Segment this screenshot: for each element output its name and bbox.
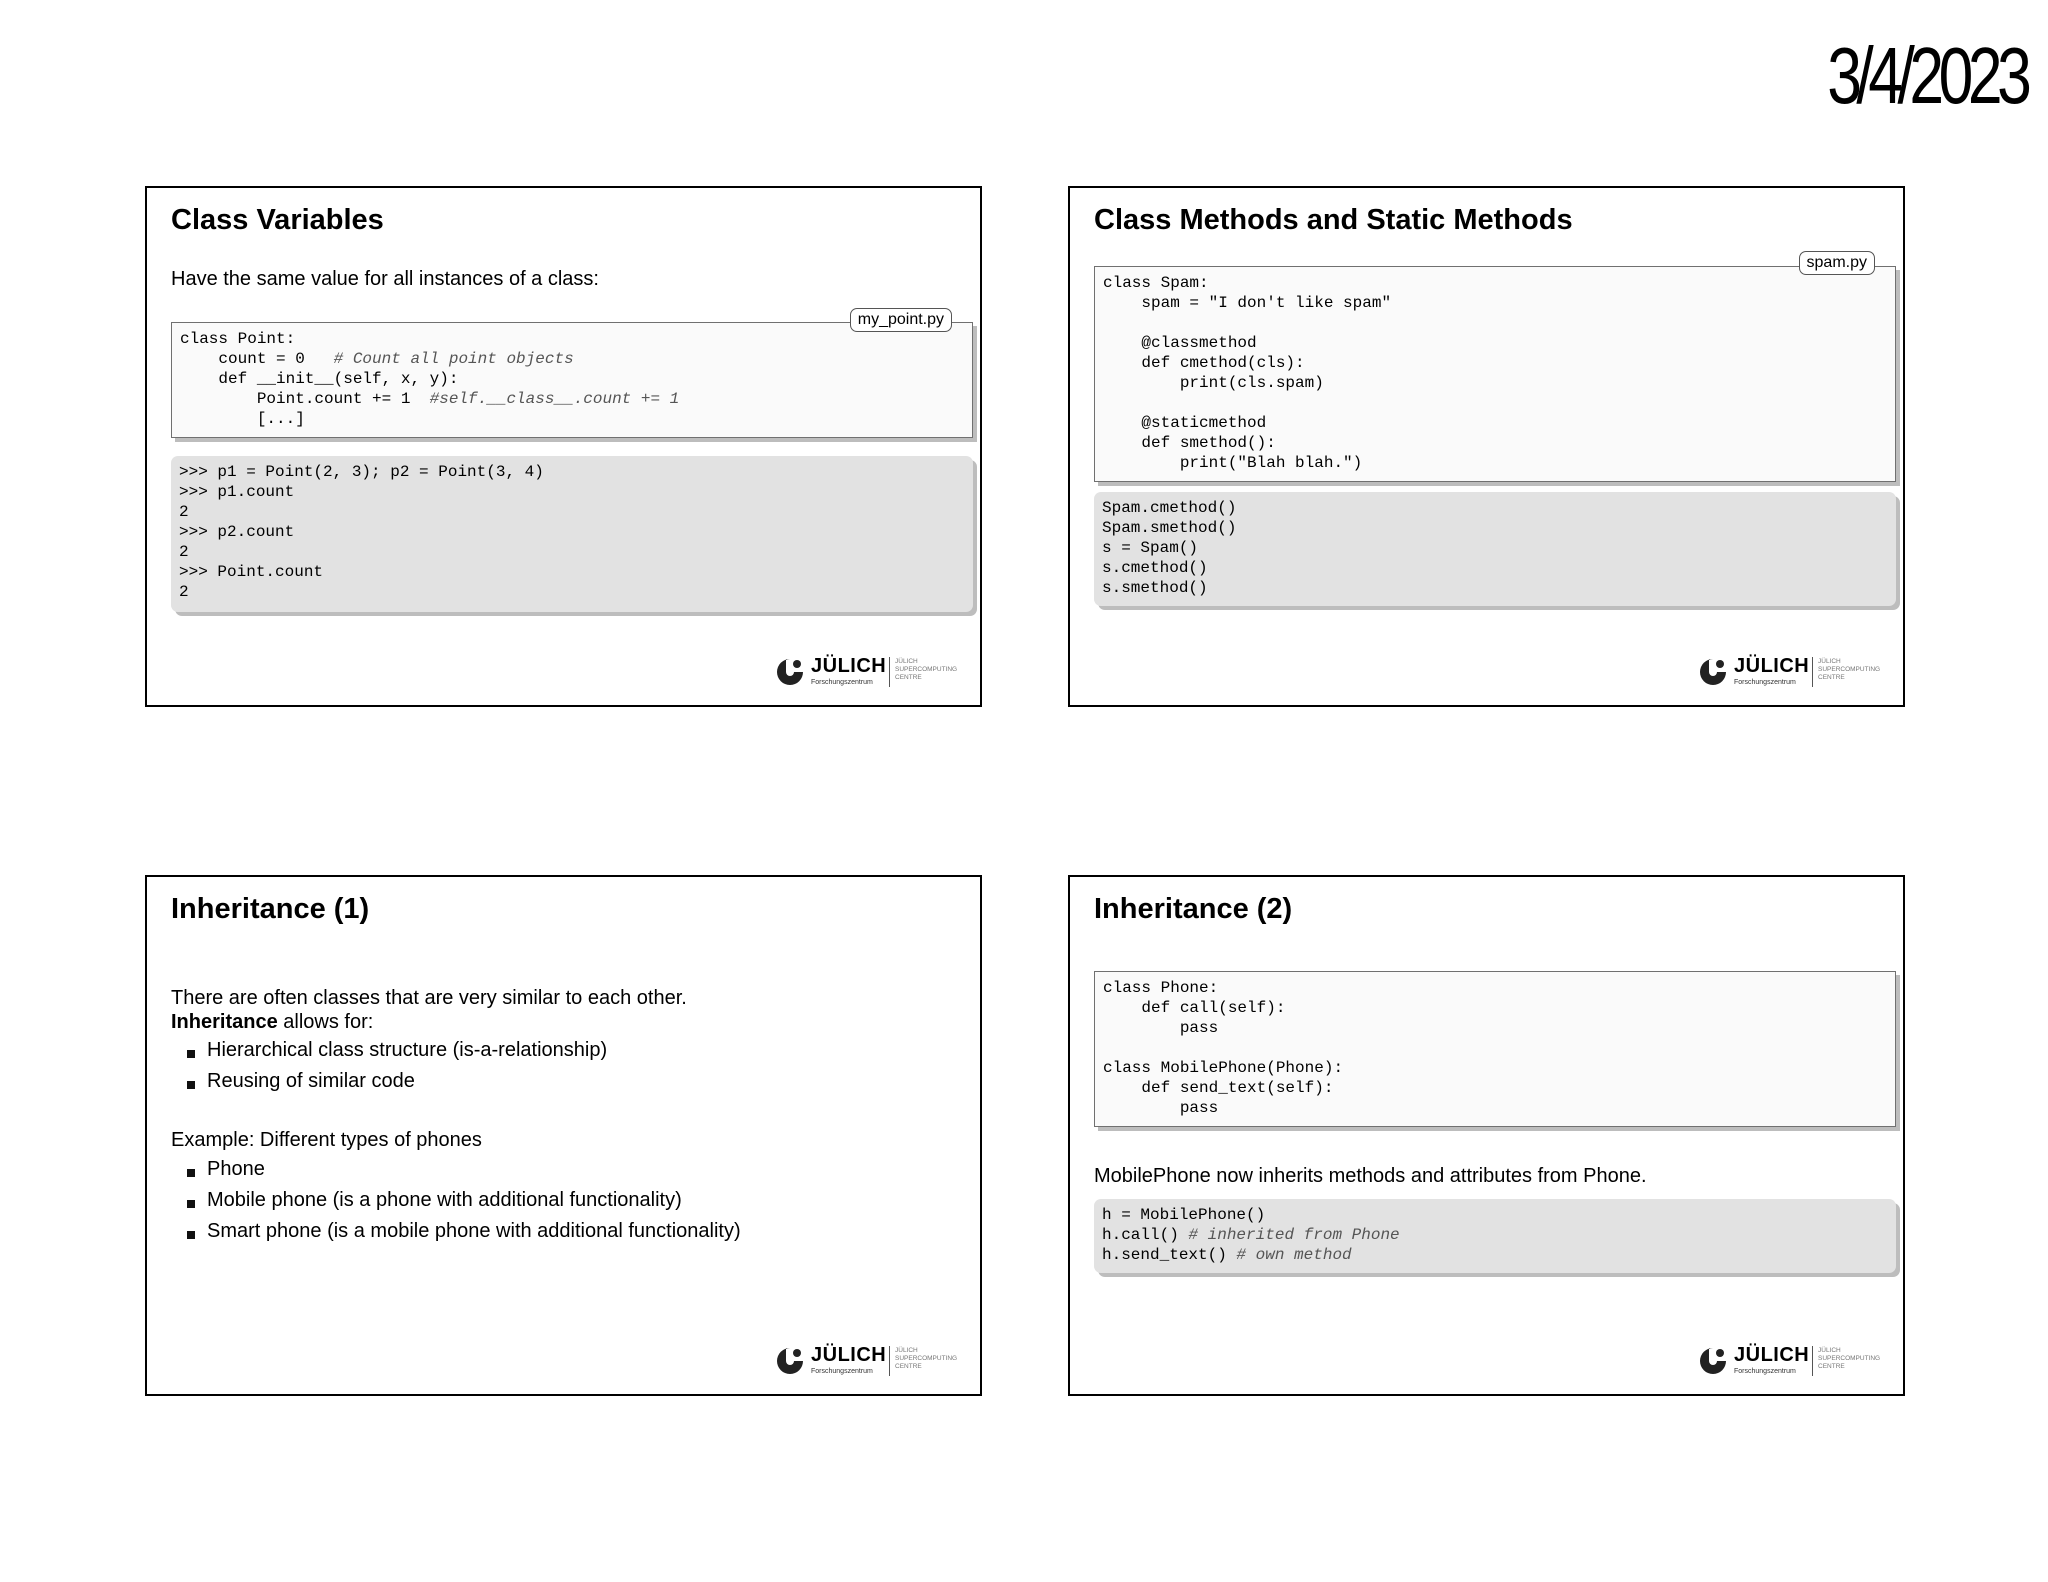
code-line: Spam.smethod(): [1102, 519, 1237, 537]
inheritance-line: Inheritance allows for:: [171, 1011, 374, 1033]
code-shell-session: [171, 456, 973, 612]
code-line: class Point:: [180, 330, 296, 348]
bullet-list: [187, 1039, 607, 1101]
list-item: Phone: [187, 1158, 741, 1189]
code-line: >>> p1.count: [179, 483, 295, 501]
list-item: Reusing of similar code: [187, 1070, 607, 1101]
code-line: Point.count += 1: [180, 390, 430, 408]
code-line: @classmethod: [1103, 334, 1257, 352]
slide-class-variables: [145, 186, 982, 707]
slide-inheritance-2: [1068, 875, 1905, 1396]
code-line: h.send_text(): [1102, 1246, 1237, 1264]
page-date: 3/4/2023: [1826, 31, 2026, 120]
code-line: >>> p2.count: [179, 523, 295, 541]
code-file-phone: [1094, 971, 1896, 1127]
julich-logo: JÜLICH Forschungszentrum JÜLICH SUPERCOMPUTING CENTRE: [1698, 1344, 1888, 1380]
code-line: s.cmethod(): [1102, 559, 1208, 577]
code-file-spam: [1094, 266, 1896, 482]
slide-inheritance-1: [145, 875, 982, 1396]
list-item: Hierarchical class structure (is-a-relationship): [187, 1039, 607, 1070]
list-item: Smart phone (is a mobile phone with additional functionality): [187, 1220, 741, 1251]
slide-title: Class Methods and Static Methods: [1094, 204, 1573, 236]
julich-logo-icon: [1698, 657, 1728, 687]
code-shell-session: [1094, 1199, 1896, 1273]
code-line: print(cls.spam): [1103, 374, 1324, 392]
code-comment: #self.__class__.count += 1: [429, 390, 680, 408]
code-line: >>> p1 = Point(2, 3); p2 = Point(3, 4): [179, 463, 544, 481]
slide-class-methods: [1068, 186, 1905, 707]
inheritance-note: MobilePhone now inherits methods and attributes from Phone.: [1094, 1165, 1647, 1187]
file-name-tag: my_point.py: [850, 308, 952, 332]
code-line: [...]: [180, 410, 305, 428]
code-comment: # inherited from Phone: [1188, 1226, 1400, 1244]
code-line: def call(self):: [1103, 999, 1286, 1017]
code-line: def send_text(self):: [1103, 1079, 1334, 1097]
code-line: def cmethod(cls):: [1103, 354, 1305, 372]
code-shell-session: [1094, 492, 1896, 606]
code-line: h = MobilePhone(): [1102, 1206, 1266, 1224]
code-line: count = 0: [180, 350, 334, 368]
code-line: def smethod():: [1103, 434, 1276, 452]
julich-logo: JÜLICH Forschungszentrum JÜLICH SUPERCOMPUTING CENTRE: [775, 655, 965, 691]
example-heading: Example: Different types of phones: [171, 1129, 482, 1151]
code-line: Spam.cmethod(): [1102, 499, 1237, 517]
code-line: @staticmethod: [1103, 414, 1267, 432]
slide-title: Inheritance (2): [1094, 893, 1293, 925]
code-line: s.smethod(): [1102, 579, 1208, 597]
code-line: 2: [179, 503, 189, 521]
code-line: 2: [179, 583, 189, 601]
code-line: pass: [1103, 1099, 1219, 1117]
code-line: >>> Point.count: [179, 563, 324, 581]
code-line: 2: [179, 543, 189, 561]
code-line: s = Spam(): [1102, 539, 1199, 557]
code-line: def __init__(self, x, y):: [180, 370, 459, 388]
slide-intro: There are often classes that are very similar to each other.: [171, 987, 687, 1009]
code-file-my-point: [171, 322, 973, 438]
example-list: [187, 1158, 741, 1251]
julich-logo-icon: [775, 657, 805, 687]
code-comment: # Count all point objects: [333, 350, 574, 368]
code-line: class Phone:: [1103, 979, 1219, 997]
code-line: class Spam:: [1103, 274, 1209, 292]
list-item: Mobile phone (is a phone with additional functionality): [187, 1189, 741, 1220]
slide-title: Inheritance (1): [171, 893, 370, 925]
julich-logo-icon: [1698, 1346, 1728, 1376]
julich-logo: JÜLICH Forschungszentrum JÜLICH SUPERCOMPUTING CENTRE: [1698, 655, 1888, 691]
code-line: print("Blah blah."): [1103, 454, 1363, 472]
slide-title: Class Variables: [171, 204, 384, 236]
code-line: spam = "I don't like spam": [1103, 294, 1392, 312]
julich-logo-icon: [775, 1346, 805, 1376]
code-comment: # own method: [1236, 1246, 1352, 1264]
code-line: pass: [1103, 1019, 1219, 1037]
julich-logo: JÜLICH Forschungszentrum JÜLICH SUPERCOMPUTING CENTRE: [775, 1344, 965, 1380]
code-line: class MobilePhone(Phone):: [1103, 1059, 1344, 1077]
code-line: h.call(): [1102, 1226, 1189, 1244]
slide-intro: Have the same value for all instances of a class:: [171, 268, 599, 290]
file-name-tag: spam.py: [1799, 251, 1875, 275]
